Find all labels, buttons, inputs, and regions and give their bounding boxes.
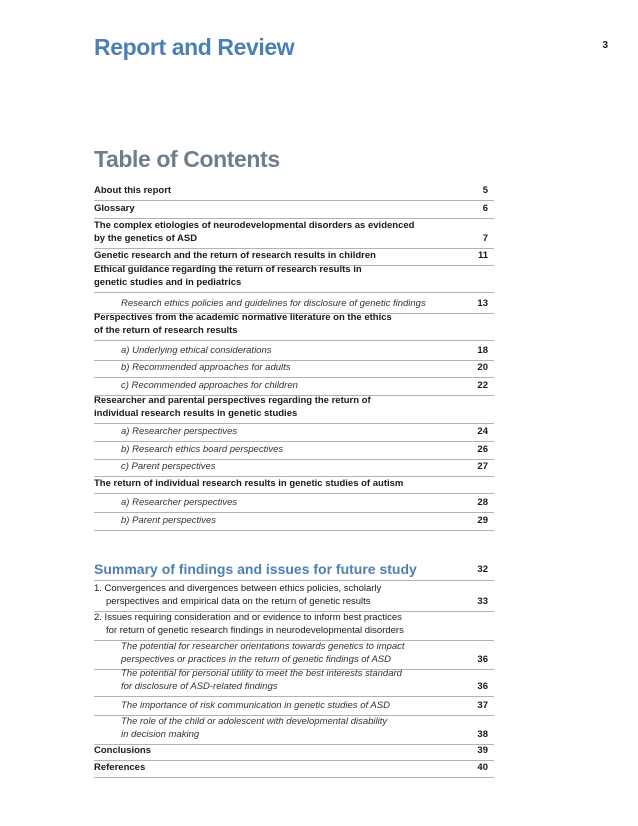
toc-entry[interactable]	[94, 266, 494, 293]
toc-page-number: 36	[477, 653, 488, 665]
toc-entry[interactable]	[94, 612, 494, 641]
toc-entry-line: The return of individual research results in genetic studies of autism	[94, 477, 404, 489]
page-number: 3	[602, 40, 608, 51]
toc-entry-title	[94, 250, 494, 263]
toc-entry-line: individual research results in genetic studies	[94, 407, 298, 419]
report-title: Report and Review	[94, 34, 295, 60]
toc-entry-title	[94, 478, 494, 491]
toc-page-number: 24	[477, 425, 488, 437]
toc-page-number: 5	[482, 184, 488, 196]
toc-entry-line: Perspectives from the academic normative literature on the ethics	[94, 312, 392, 323]
toc-entry-line: perspectives or practices in the return of genetic findings of ASD	[121, 653, 392, 665]
toc-entry-title	[94, 380, 494, 393]
toc-entry-title	[94, 362, 494, 375]
toc-entry-title	[94, 497, 494, 510]
toc-entry[interactable]	[94, 293, 494, 314]
toc-entry[interactable]	[94, 219, 494, 249]
toc-entry-title	[94, 515, 494, 528]
toc-entry-title	[94, 185, 494, 198]
toc-entry-line: Conclusions	[94, 744, 152, 756]
toc-entry-title	[94, 312, 494, 337]
toc-page-number: 6	[482, 202, 488, 214]
toc-page-number: 7	[482, 232, 488, 244]
toc-entry-title	[94, 668, 494, 693]
toc-entry-title	[94, 298, 494, 311]
toc-page-number: 20	[477, 361, 488, 373]
toc-entry-line: Genetic research and the return of research results in children	[94, 249, 376, 261]
toc-entry-line: The role of the child or adolescent with developmental disability	[121, 716, 388, 727]
toc-page-number: 38	[477, 728, 488, 740]
toc-page-number: 22	[477, 379, 488, 391]
toc-entry-line: of the return of research results	[94, 324, 238, 336]
toc-entry-line: a) Researcher perspectives	[121, 425, 238, 437]
toc-entry[interactable]	[94, 513, 494, 531]
toc-entry-title	[94, 220, 494, 245]
toc-page-number: 28	[477, 496, 488, 508]
toc-entry-title	[94, 762, 494, 775]
toc-entry-line: c) Parent perspectives	[121, 460, 216, 472]
toc-entry-line: a) Underlying ethical considerations	[121, 344, 272, 356]
toc-entry-line: a) Researcher perspectives	[121, 496, 238, 508]
toc-entry-title	[94, 700, 494, 713]
toc-entry[interactable]	[94, 314, 494, 341]
toc-entry[interactable]	[94, 442, 494, 460]
toc-entry-title	[94, 745, 494, 758]
toc-entry-line: About this report	[94, 184, 172, 196]
toc-entry-line: The potential for researcher orientations towards genetics to impact	[121, 641, 405, 652]
toc-entry-title	[94, 583, 494, 608]
toc-entry[interactable]	[94, 361, 494, 378]
toc-entry-title	[94, 264, 494, 289]
toc-entry-line: The importance of risk communication in genetic studies of ASD	[121, 699, 390, 711]
toc-title: Table of Contents	[94, 146, 280, 172]
toc-page-number: 26	[477, 443, 488, 455]
toc-entry-title	[94, 203, 494, 216]
toc-page-number: 29	[477, 514, 488, 526]
toc-page-number: 13	[477, 297, 488, 309]
toc-entry-line: b) Parent perspectives	[121, 514, 217, 526]
toc-entry-line: c) Recommended approaches for children	[121, 379, 298, 391]
toc-entry-line: genetic studies and in pediatrics	[94, 276, 242, 288]
toc-entry-line: b) Research ethics board perspectives	[121, 443, 284, 455]
toc-entry[interactable]	[94, 761, 494, 778]
toc-entry-line: by the genetics of ASD	[94, 232, 198, 244]
toc-section-heading[interactable]	[94, 531, 494, 581]
toc-entry-title	[94, 716, 494, 741]
toc-entry[interactable]	[94, 341, 494, 361]
toc-entry-line: Researcher and parental perspectives regarding the return of	[94, 395, 371, 406]
toc-entry-line: b) Recommended approaches for adults	[121, 361, 291, 373]
toc-entry[interactable]	[94, 581, 494, 612]
toc-entry-line: References	[94, 761, 146, 773]
toc-entry-line: The potential for personal utility to meet the best interests standard	[121, 668, 402, 679]
toc-entry-line: perspectives and empirical data on the return of genetic results	[106, 595, 371, 607]
toc-entry-line: in decision making	[121, 728, 200, 740]
toc-page-number: 11	[477, 249, 488, 261]
toc-entry-title	[94, 641, 494, 666]
toc-page-number: 32	[477, 563, 488, 575]
toc-entry[interactable]	[94, 378, 494, 396]
toc-entry[interactable]	[94, 745, 494, 761]
toc-entry-title	[94, 395, 494, 420]
toc-entry[interactable]	[94, 396, 494, 424]
toc-entry[interactable]	[94, 641, 494, 670]
toc-entry-line: The complex etiologies of neurodevelopmental disorders as evidenced	[94, 220, 415, 231]
toc-entry-title	[94, 612, 494, 637]
toc-entry-title	[94, 461, 494, 474]
toc-entry[interactable]	[94, 494, 494, 513]
toc-entry[interactable]	[94, 670, 494, 697]
toc-entry-line: Glossary	[94, 202, 135, 214]
toc-page-number: 37	[477, 699, 488, 711]
toc-page-number: 39	[477, 744, 488, 756]
toc-entry[interactable]	[94, 477, 494, 494]
toc-entry-title	[94, 426, 494, 439]
toc-entry-line: 2. Issues requiring consideration and or evidence to inform best practices	[94, 612, 402, 623]
toc-entry-line: for return of genetic research findings in neurodevelopmental disorders	[106, 624, 404, 636]
toc-entry[interactable]	[94, 424, 494, 442]
toc-entry[interactable]	[94, 716, 494, 745]
toc-entry[interactable]	[94, 697, 494, 716]
toc-page-number: 18	[477, 344, 488, 356]
toc-page-number: 40	[477, 761, 488, 773]
toc-entry-line: Research ethics policies and guidelines for disclosure of genetic findings	[121, 297, 426, 309]
toc-entry[interactable]	[94, 184, 494, 201]
toc-entry-title	[94, 444, 494, 457]
toc-entry[interactable]	[94, 201, 494, 219]
toc-entry-line: 1. Convergences and divergences between ethics policies, scholarly	[94, 583, 382, 594]
toc-page-number: 33	[477, 595, 488, 607]
toc-entry-line: Summary of findings and issues for future study	[94, 561, 417, 577]
table-of-contents	[94, 184, 494, 778]
toc-page-number: 36	[477, 680, 488, 692]
toc-entry-title	[94, 345, 494, 358]
toc-entry-title	[94, 560, 494, 578]
toc-entry-line: Ethical guidance regarding the return of research results in	[94, 264, 362, 275]
toc-page-number: 27	[477, 460, 488, 472]
toc-entry-line: for disclosure of ASD-related findings	[121, 680, 278, 692]
toc-entry[interactable]	[94, 460, 494, 477]
